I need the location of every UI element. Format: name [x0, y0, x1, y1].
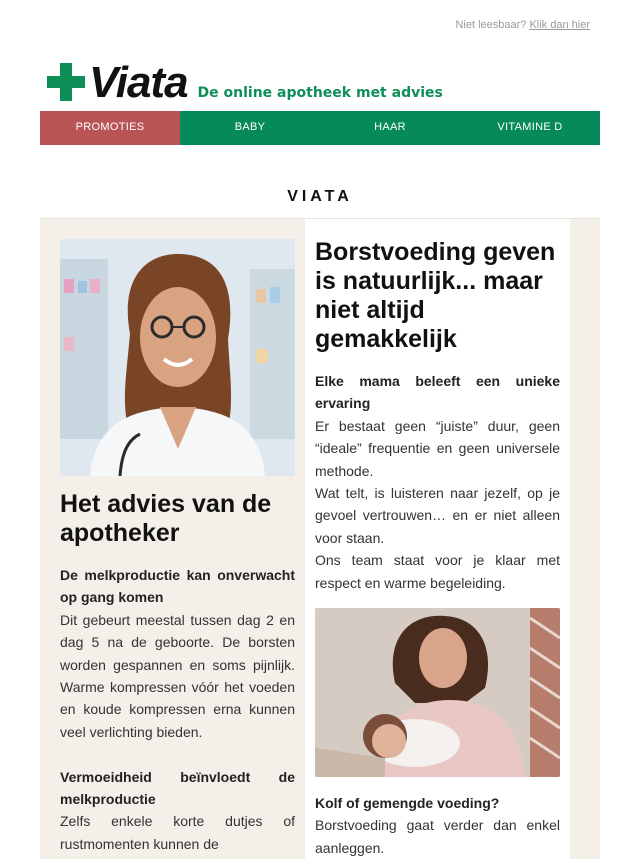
preheader-text: Niet leesbaar?	[455, 19, 527, 31]
right-block1-p1: Er bestaat geen “juiste” duur, geen “ideale” frequentie en geen universele methode.	[315, 417, 560, 479]
view-online-link[interactable]: Klik dan hier	[529, 19, 590, 31]
breastfeeding-photo	[315, 608, 560, 777]
left-block1-text: Dit gebeurt meestal tussen dag 2 en dag 5 na de geboorte. De borsten worden gespannen en soms pijnlijk. Warme kompressen vóór het voeden en koude kompressen erna kunnen veel verlichting bieden.	[60, 611, 295, 740]
left-column	[40, 219, 305, 859]
left-block2-text: Zelfs enkele korte dutjes of rustmomenten kunnen de	[60, 813, 295, 852]
nav-item-vitamine-d[interactable]: VITAMINE D	[497, 121, 563, 133]
right-block2-text: Borstvoeding gaat verder dan enkel aanleggen.	[315, 817, 560, 856]
left-title: Het advies van de apotheker	[60, 490, 272, 547]
nav-item-promoties[interactable]: PROMOTIES	[40, 111, 180, 145]
right-block1-p3: Ons team staat voor je klaar met respect en warme begeleiding.	[315, 552, 560, 591]
pharmacy-cross-icon	[47, 63, 85, 101]
viata-logo[interactable]	[47, 58, 443, 107]
right-block1-heading: Elke mama beleeft een unieke ervaring	[315, 373, 560, 412]
right-body	[315, 370, 560, 594]
right-block2-heading: Kolf of gemengde voeding?	[315, 795, 500, 811]
logo-tagline: De online apotheek met advies	[197, 85, 443, 101]
newsletter-content	[40, 219, 600, 859]
nav-item-haar[interactable]: HAAR	[374, 121, 406, 133]
main-nav	[40, 111, 600, 145]
left-block2-heading: Vermoeidheid beïnvloedt de melkproductie	[60, 768, 295, 808]
right-gutter	[570, 219, 600, 859]
left-body	[60, 564, 295, 855]
pharmacist-photo	[60, 239, 295, 476]
logo-wordmark: Viata	[89, 58, 188, 107]
nav-item-baby[interactable]: BABY	[234, 121, 266, 133]
preheader	[455, 19, 590, 31]
left-block1-heading: De melkproductie kan onverwacht op gang komen	[60, 567, 295, 606]
brand-heading: VIATA	[287, 188, 353, 205]
right-block1-p2: Wat telt, is luisteren naar jezelf, op je gevoel vertrouwen… en er niet alleen voor staan.	[315, 485, 560, 546]
right-title: Borstvoeding geven is natuurlijk... maar niet altijd gemakkelijk	[315, 238, 556, 353]
right-column	[305, 219, 570, 859]
right-body-2	[315, 792, 560, 859]
